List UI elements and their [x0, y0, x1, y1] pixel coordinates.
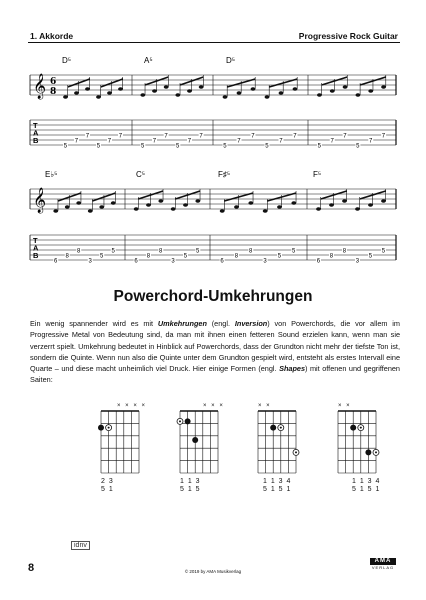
tab-number: 3: [171, 258, 175, 265]
finger-dot: [350, 425, 356, 431]
tab-clef-letter: T: [33, 121, 38, 130]
note-head: [118, 87, 123, 91]
tab-number: 7: [118, 133, 123, 140]
treble-clef: 𝄞: [33, 188, 47, 213]
note-head: [355, 207, 360, 211]
diagram-2-fingers: 1 1 3: [180, 478, 201, 485]
time-sig-bottom: 8: [50, 87, 57, 97]
tab-clef-letter: T: [33, 236, 38, 245]
note-head: [291, 201, 296, 205]
tab-number: 5: [63, 143, 68, 150]
note-head: [237, 91, 242, 95]
chord-name: C⁵: [136, 170, 146, 179]
note-head: [76, 201, 81, 205]
tab-number: 7: [251, 133, 255, 140]
chord-name: F♯⁵: [218, 170, 231, 179]
tab-number: 7: [85, 133, 90, 140]
tab-number: 5: [183, 253, 188, 260]
tab-number: 7: [187, 138, 192, 145]
tab-number: 8: [146, 253, 151, 260]
diagram-3-fingers: 1 1 3 4: [263, 478, 292, 485]
term-umkehrungen: Umkehrungen: [157, 319, 207, 328]
diagram-4-tones: 5 1 5 1: [352, 486, 381, 493]
note-head: [293, 87, 298, 91]
tab-clef-letter: B: [33, 136, 39, 145]
publisher-logo: [370, 558, 396, 570]
finger-dot: [98, 425, 104, 431]
tab-number: 7: [343, 133, 347, 140]
section-title: Powerchord-Umkehrungen: [113, 288, 313, 305]
tab-number: 5: [176, 143, 180, 150]
tab-number: 7: [293, 133, 297, 140]
tab-number: 7: [74, 138, 79, 145]
note-head: [368, 89, 373, 93]
tab-number: 5: [96, 143, 101, 150]
tab-number: 7: [381, 133, 386, 140]
tab-clef-letter: A: [33, 243, 39, 253]
tab-number: 5: [292, 248, 296, 255]
book-title: Progressive Rock Guitar: [298, 31, 398, 41]
chord-name: D⁵: [62, 56, 72, 65]
note-head: [152, 89, 157, 93]
tab-number: 7: [107, 138, 112, 145]
tab-number: 8: [234, 253, 239, 260]
idnv-stamp: idnv: [71, 541, 90, 550]
tab-number: 5: [223, 143, 227, 150]
chapter-title: 1. Akkorde: [30, 31, 74, 41]
note-head: [195, 199, 200, 203]
tab-number: 7: [152, 138, 157, 145]
note-head: [134, 207, 139, 211]
diagram-2-tones: 5 1 5: [180, 486, 201, 493]
text-run: ) mit offenen und gegriffenen Saiten:: [30, 364, 400, 385]
root-dot-center: [179, 420, 181, 422]
note-head: [183, 203, 188, 207]
tab-number: 7: [368, 138, 373, 145]
tab-number: 5: [99, 253, 104, 260]
note-head: [263, 209, 268, 213]
tab-number: 6: [134, 258, 138, 265]
finger-dot: [185, 418, 191, 424]
tab-number: 8: [342, 248, 347, 255]
term-inversion: Inversion: [234, 319, 268, 328]
note-head: [265, 95, 270, 99]
text-run: (engl.: [206, 319, 235, 328]
publisher-logo-text: AMA: [370, 558, 396, 565]
note-head: [223, 95, 228, 99]
tab-number: 8: [159, 248, 163, 255]
copyright: © 2019 by AMA Musikverlag: [184, 569, 242, 574]
note-head: [164, 85, 169, 89]
note-head: [74, 91, 79, 95]
root-dot-center: [108, 427, 110, 429]
finger-dot: [192, 437, 198, 443]
note-head: [199, 85, 204, 89]
note-head: [140, 93, 145, 97]
note-head: [171, 207, 176, 211]
diagram-1-tones: 5 1: [101, 486, 114, 493]
note-head: [277, 205, 282, 209]
note-head: [175, 93, 180, 97]
tab-number: 8: [329, 253, 334, 260]
tab-number: 5: [356, 143, 360, 150]
note-head: [279, 91, 284, 95]
tab-number: 5: [317, 143, 321, 150]
note-head: [220, 209, 225, 213]
note-head: [234, 205, 239, 209]
tab-number: 6: [316, 258, 321, 265]
tab-number: 8: [249, 248, 253, 255]
tab-number: 5: [381, 248, 386, 255]
tab-number: 5: [368, 253, 373, 260]
chord-name: E♭⁵: [45, 170, 58, 179]
publisher-logo-sub: VERLAG: [371, 565, 395, 570]
note-head: [343, 85, 348, 89]
text-run: ) von Powerchords, die vor allem im Progressive Metal von Bedeutung sind, da man mit ihnen einen fetteren Sound erzielen kann, wenn man sie verzerrt spielt. Umkehrung bedeutet in Hinblick auf Powerchords, dass der Grundton nicht mehr der tiefste Ton ist, sondern die Quinte. Wenn nun also die Quinte unter dem Grundton gespielt wird, entsteht als erstes Intervall eine Quarte – und diese macht unheimlich viel Druck. Hier einige Formen (engl.: [30, 319, 400, 374]
note-head: [381, 199, 386, 203]
tab-number: 8: [65, 253, 69, 260]
chord-name: F⁵: [313, 170, 322, 179]
tab-number: 7: [199, 133, 203, 140]
note-head: [107, 91, 112, 95]
diagram-4-mutes: × ×: [338, 403, 352, 409]
note-head: [88, 209, 93, 213]
diagram-3-mutes: × ×: [258, 403, 272, 409]
chord-name: D⁵: [226, 56, 236, 65]
root-dot-center: [375, 451, 377, 453]
tab-number: 8: [76, 248, 81, 255]
tab-number: 5: [277, 253, 282, 260]
diagram-2-mutes: × × ×: [203, 403, 225, 409]
tab-number: 5: [196, 248, 200, 255]
text-run: Ein wenig spannender wird es mit: [30, 319, 158, 328]
note-head: [146, 203, 151, 207]
tab-number: 3: [263, 258, 267, 265]
note-head: [96, 95, 101, 99]
tab-number: 5: [111, 248, 115, 255]
finger-dot: [365, 449, 371, 455]
tab-number: 7: [330, 138, 334, 145]
tab-number: 3: [355, 258, 360, 265]
tab-number: 5: [265, 143, 269, 150]
tab-clef-letter: A: [33, 128, 39, 138]
finger-dot: [270, 425, 276, 431]
tab-number: 6: [220, 258, 224, 265]
tab-number: 3: [88, 258, 92, 265]
note-head: [251, 87, 256, 91]
body-paragraph: [30, 318, 400, 386]
note-head: [53, 209, 58, 213]
diagram-3-tones: 5 1 5 1: [263, 486, 292, 493]
diagram-1-fingers: 2 3: [101, 478, 114, 485]
note-head: [330, 89, 335, 93]
note-head: [85, 87, 90, 91]
note-head: [65, 205, 70, 209]
tab-number: 7: [279, 138, 283, 145]
tab-clef-letter: B: [33, 251, 39, 260]
note-head: [158, 199, 163, 203]
note-head: [248, 201, 253, 205]
term-shapes: Shapes: [279, 364, 306, 374]
note-head: [111, 201, 116, 205]
tab-number: 7: [237, 138, 241, 145]
chord-name: A⁵: [144, 56, 153, 65]
note-head: [329, 203, 334, 207]
root-dot-center: [360, 427, 362, 429]
note-head: [368, 203, 373, 207]
note-head: [356, 93, 361, 97]
note-head: [187, 89, 192, 93]
page-number: 8: [28, 562, 35, 574]
treble-clef: 𝄞: [33, 74, 47, 99]
note-head: [99, 205, 104, 209]
tab-number: 5: [141, 143, 145, 150]
note-head: [381, 85, 386, 89]
note-head: [63, 95, 68, 99]
note-head: [342, 199, 347, 203]
tab-number: 7: [164, 133, 168, 140]
root-dot-center: [295, 451, 297, 453]
tab-number: 6: [53, 258, 58, 265]
note-head: [316, 207, 321, 211]
diagram-1-mutes: × × × ×: [117, 403, 147, 409]
diagram-4-fingers: 1 1 3 4: [352, 478, 381, 485]
root-dot-center: [280, 427, 282, 429]
time-sig-top: 6: [50, 77, 57, 87]
note-head: [317, 93, 322, 97]
